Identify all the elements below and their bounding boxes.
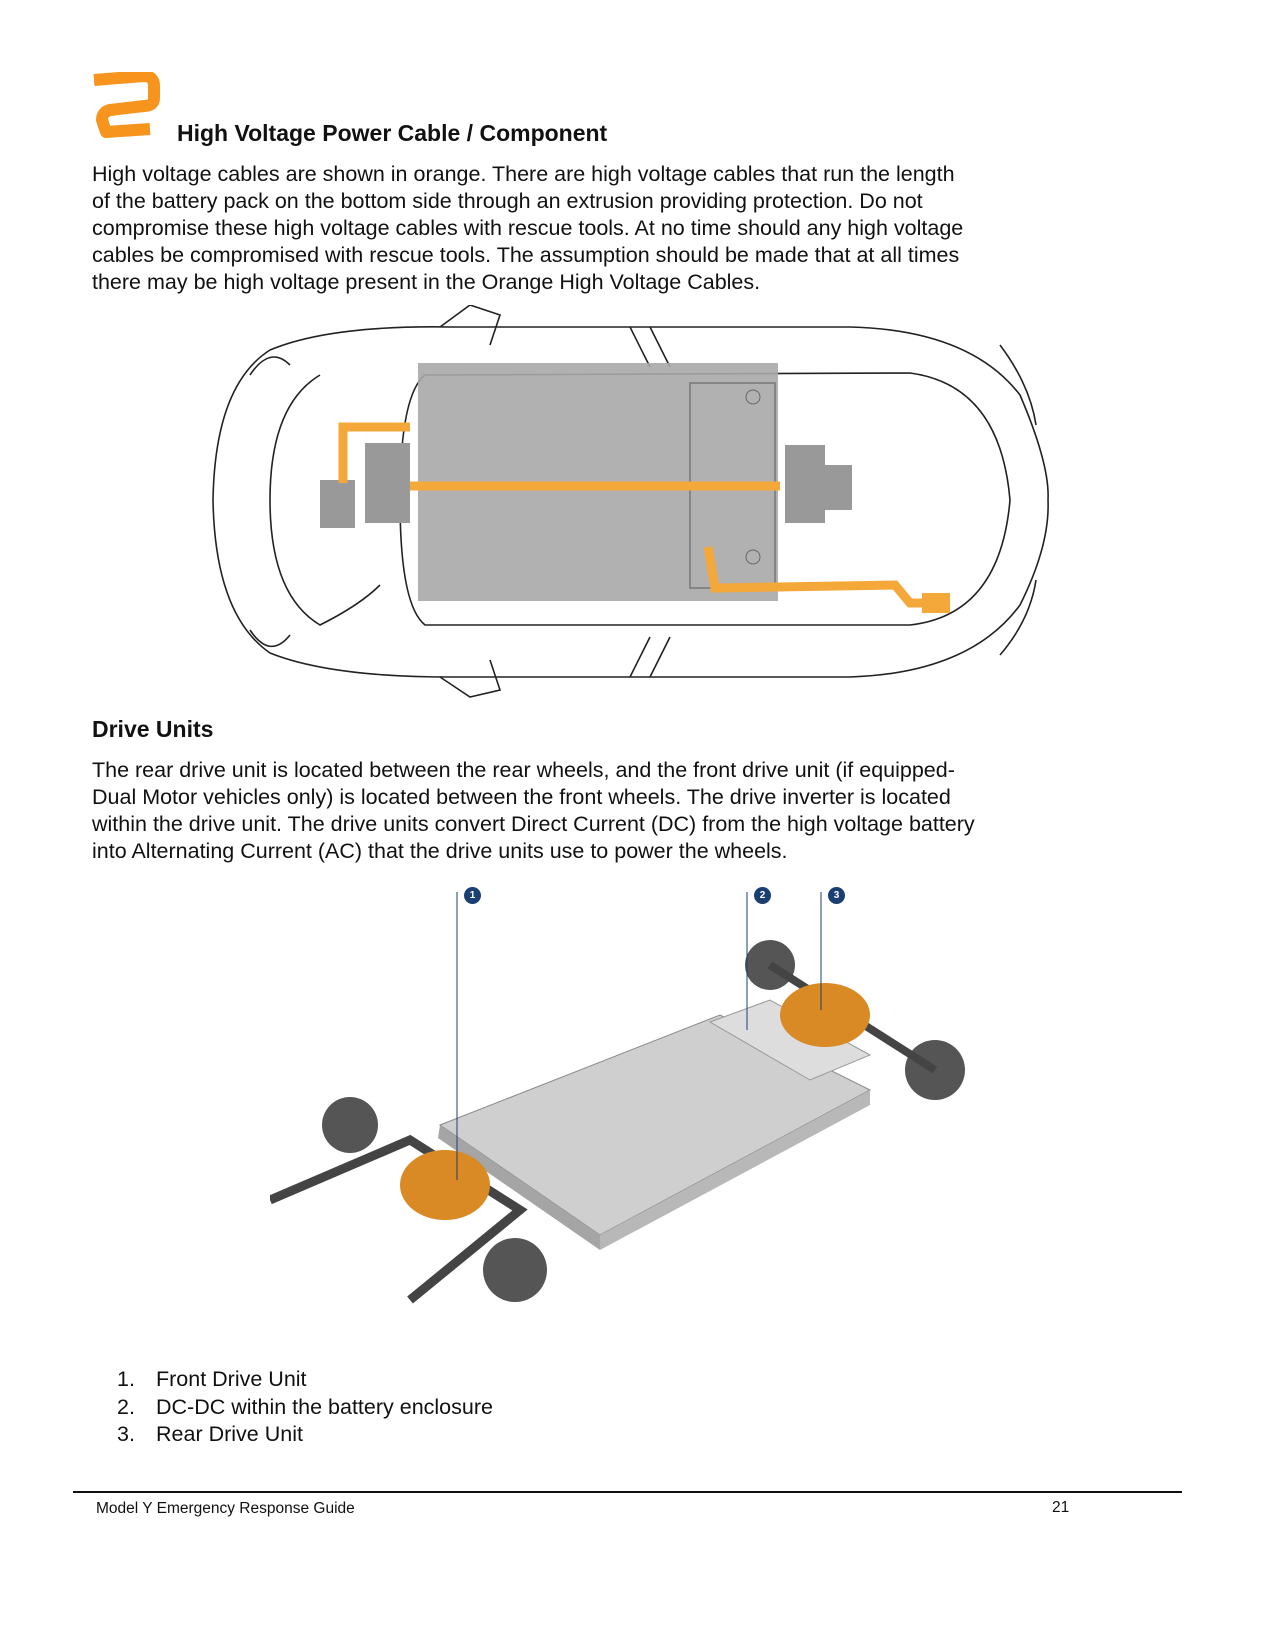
text-line: within the drive unit. The drive units convert Direct Current (DC) from the high voltage battery [92, 812, 975, 836]
list-number: 2. [117, 1394, 135, 1419]
text-line: Dual Motor vehicles only) is located between the front wheels. The drive inverter is located [92, 785, 951, 809]
list-number: 3. [117, 1422, 135, 1446]
section-title-drive-units: Drive Units [92, 716, 214, 742]
text-line: there may be high voltage present in the Orange High Voltage Cables. [92, 270, 761, 294]
page-number: 21 [1052, 1499, 1070, 1516]
list-item [117, 1421, 493, 1449]
high-voltage-cable-icon [88, 72, 168, 144]
list-item [117, 1366, 493, 1394]
rear-drive-unit [780, 983, 870, 1047]
high-voltage-paragraph [92, 161, 1202, 296]
text-line: cables be compromised with rescue tools. The assumption should be made that at all times [92, 243, 960, 267]
list-text: Rear Drive Unit [156, 1422, 303, 1446]
footer-title: Model Y Emergency Response Guide [96, 1500, 355, 1517]
callout-2: 2 [754, 885, 771, 904]
list-text: DC-DC within the battery enclosure [156, 1394, 493, 1419]
text-line: The rear drive unit is located between the rear wheels, and the front drive unit (if equipped- [92, 758, 955, 782]
footer-divider [73, 1491, 1182, 1493]
callout-3: 3 [828, 885, 845, 904]
list-number: 1. [117, 1367, 135, 1391]
front-drive-unit [400, 1150, 490, 1220]
text-line: High voltage cables are shown in orange. There are high voltage cables that run the length [92, 162, 955, 186]
section-title-high-voltage: High Voltage Power Cable / Component [177, 120, 608, 146]
list-text: Front Drive Unit [156, 1367, 307, 1391]
text-line: compromise these high voltage cables with rescue tools. At no time should any high voltage [92, 216, 964, 240]
drive-units-paragraph [92, 757, 1202, 865]
list-item [117, 1394, 493, 1422]
chassis-drive-units-image [270, 880, 990, 1350]
car-top-view-diagram [210, 305, 1055, 700]
text-line: of the battery pack on the bottom side through an extrusion providing protection. Do not [92, 189, 923, 213]
callout-1: 1 [464, 885, 481, 904]
drive-units-legend [117, 1366, 493, 1449]
text-line: into Alternating Current (AC) that the drive units use to power the wheels. [92, 839, 788, 863]
